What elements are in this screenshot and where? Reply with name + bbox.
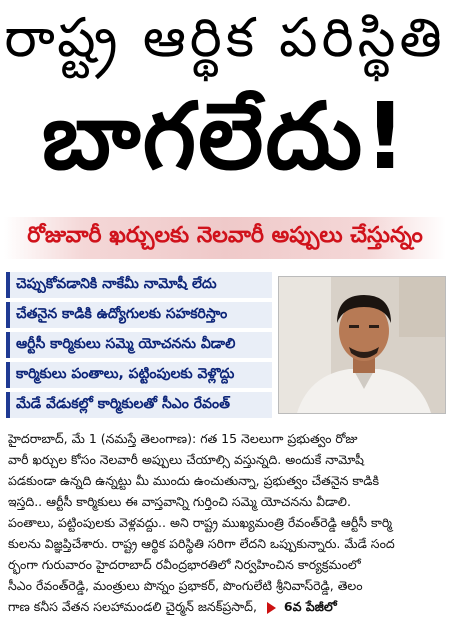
subhead-item: మేడే వేడుకల్లో కార్మికులతో సీఎం రేవంత్ (6, 392, 272, 418)
subhead-item: కార్మికులు పంతాలు, పట్టింపులకు వెళ్లొద్దు (6, 362, 272, 388)
body-line: కులను విజ్ఞప్తిచేశారు. రాష్ట్ర ఆర్థిక పరిస్థితి సరిగా లేదని ఒప్పుకున్నారు. మేడే సంద (8, 536, 395, 551)
subhead-item: చేతనైన కాడికి ఉద్యోగులకు సహకరిస్తాం (6, 302, 272, 328)
body-line: ఇస్తది.. ఆర్టీసీ కార్మికులు ఈ వాస్తవాన్ని గుర్తించి సమ్మె యోచనను వీడాలి. (8, 494, 351, 509)
headline-line-1: రాష్ట్ర ఆర్థిక పరిస్థితి (4, 5, 446, 69)
body-line: ర్భంగా గురువారం హైదరాబాద్ రవీంద్రభారతిలో నిర్వహించిన కార్యక్రమంలో (8, 557, 361, 572)
body-last-line (8, 596, 444, 617)
body-line: వారీ ఖర్చుల కోసం నెలవారీ అప్పులు చేయాల్సి వస్తున్నది. అందుకే నామోషీ (8, 452, 364, 467)
banner (4, 216, 446, 260)
banner-ribbon (4, 217, 446, 259)
cm-photo (278, 276, 446, 414)
body-line: గాణ కనీస వేతన సలహామండలి చైర్మన్ జనక్‌ప్రసాద్, (8, 599, 257, 614)
headline-line-2: బాగలేదు! (41, 83, 409, 190)
subhead-item: చెప్పుకోవడానికి నాకేమీ నామోషీ లేదు (6, 272, 272, 298)
continued-arrow-icon (267, 602, 276, 614)
subhead-list (6, 272, 272, 422)
banner-text: రోజువారీ ఖర్చులకు నెలవారీ అప్పులు చేస్తున్నం (27, 223, 423, 248)
body-line: పంతాలు, పట్టింపులకు వెళ్లవద్దు.. అని రాష్ట్ర ముఖ్యమంత్రి రేవంత్‌రెడ్డి ఆర్టీసీ కార్మి (8, 515, 393, 530)
body-line: హైదరాబాద్, మే 1 (నమస్తే తెలంగాణ): గత 15 నెలలుగా ప్రభుత్వం రోజు (8, 431, 358, 446)
article-body (8, 428, 444, 638)
continued-link[interactable]: 6వ పేజీలో (283, 599, 337, 614)
person-photo-icon (279, 277, 445, 413)
body-line: సీఎం రేవంత్‌రెడ్డి, మంత్రులు పొన్నం ప్రభాకర్, పొంగులేటి శ్రీనివాస్‌రెడ్డి, తెలం (8, 578, 363, 593)
subhead-item: ఆర్టీసీ కార్మికులు సమ్మె యోచనను వీడాలి (6, 332, 272, 358)
body-line: పడకుండా ఉన్నది ఉన్నట్టు మీ ముందు ఉంచుతున్నా, ప్రభుత్వం చేతనైన కాడికి (8, 473, 379, 488)
